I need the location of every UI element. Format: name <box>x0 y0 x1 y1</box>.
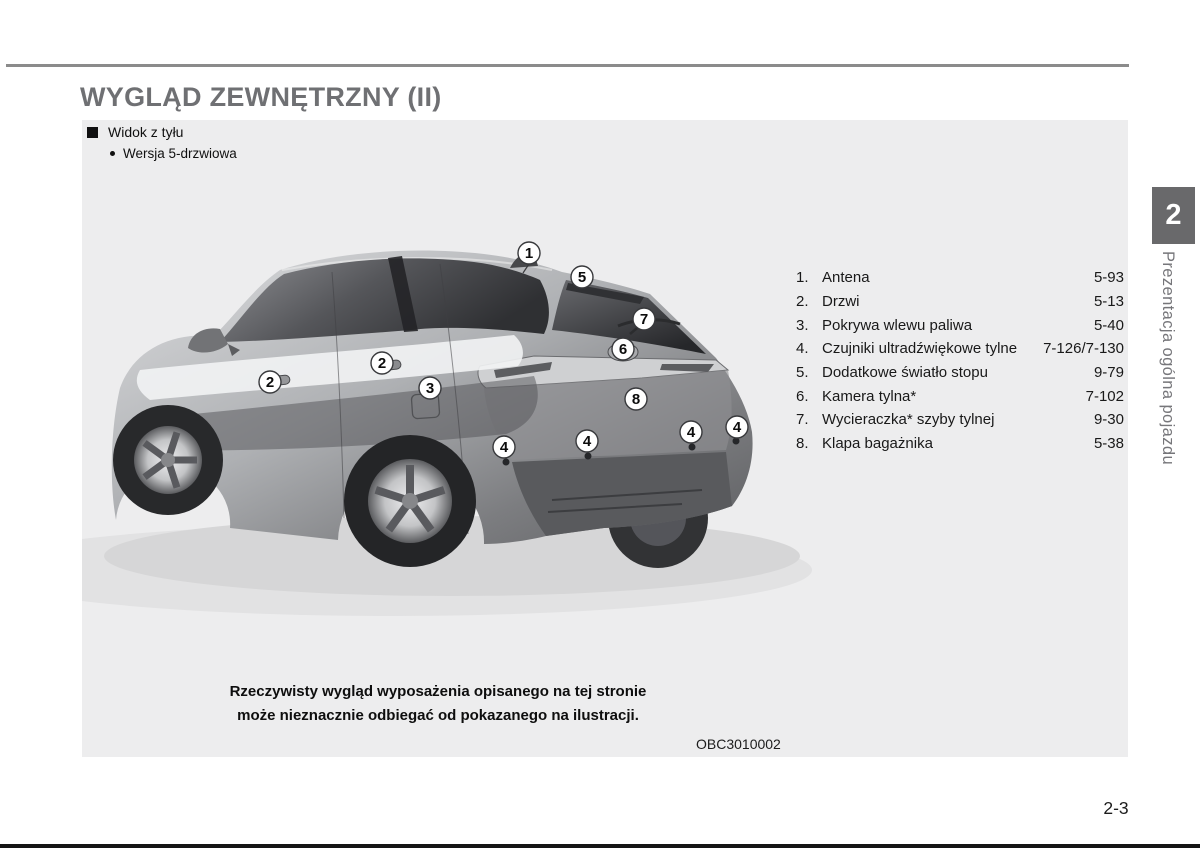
callout-6 <box>612 338 634 360</box>
figure-code: OBC3010002 <box>696 736 781 752</box>
part-row <box>796 313 1124 337</box>
svg-text:7: 7 <box>639 311 649 329</box>
part-number: 4. <box>796 340 809 358</box>
page-number: 2-3 <box>1103 798 1129 818</box>
part-number: 6. <box>796 387 809 405</box>
callout-8 <box>625 388 647 410</box>
svg-text:4: 4 <box>732 419 742 437</box>
svg-text:1: 1 <box>524 245 534 263</box>
disclaimer <box>178 680 698 727</box>
part-row <box>796 290 1124 314</box>
part-row <box>796 337 1124 361</box>
disclaimer-line-2: może nieznacznie odbiegać od pokazanego na ilustracji. <box>237 706 639 724</box>
page-title: WYGLĄD ZEWNĘTRZNY (II) <box>80 82 442 112</box>
illustration-panel <box>82 120 1128 757</box>
svg-text:6: 6 <box>618 341 628 359</box>
part-number: 1. <box>796 269 809 287</box>
part-label: Antena <box>822 269 870 287</box>
part-label: Pokrywa wlewu paliwa <box>822 316 973 334</box>
part-row <box>796 408 1124 432</box>
part-page-ref: 5-38 <box>1093 435 1124 453</box>
view-label: Widok z tyłu <box>108 124 184 140</box>
callout-7 <box>633 308 655 330</box>
callout-4 <box>680 421 702 443</box>
part-label: Klapa bagażnika <box>822 435 933 453</box>
callout-2 <box>259 371 281 393</box>
svg-text:4: 4 <box>686 424 696 442</box>
part-page-ref: 9-30 <box>1093 411 1124 429</box>
part-number: 2. <box>796 293 809 311</box>
callout-4 <box>726 416 748 438</box>
part-page-ref: 9-79 <box>1093 364 1124 382</box>
part-page-ref: 5-13 <box>1093 293 1124 311</box>
callout-2 <box>371 352 393 374</box>
callout-4 <box>493 436 515 458</box>
top-rule <box>6 64 1129 67</box>
variant-label: Wersja 5-drzwiowa <box>123 146 237 161</box>
part-row <box>796 361 1124 385</box>
svg-text:4: 4 <box>582 433 592 451</box>
part-row <box>796 384 1124 408</box>
bottom-bar <box>0 844 1200 848</box>
callout-3 <box>419 377 441 399</box>
svg-text:5: 5 <box>577 269 587 287</box>
part-page-ref: 5-40 <box>1093 316 1124 334</box>
svg-text:4: 4 <box>499 439 509 457</box>
svg-text:2: 2 <box>377 355 387 373</box>
part-number: 7. <box>796 411 809 429</box>
svg-text:8: 8 <box>631 391 641 409</box>
part-row <box>796 432 1124 456</box>
part-page-ref: 7-102 <box>1085 387 1124 405</box>
part-row <box>796 266 1124 290</box>
chapter-tab: 2 <box>1152 187 1195 244</box>
callout-5 <box>571 266 593 288</box>
part-number: 3. <box>796 316 809 334</box>
part-page-ref: 7-126/7-130 <box>1043 340 1124 358</box>
callout-4 <box>576 430 598 452</box>
svg-text:3: 3 <box>425 380 435 398</box>
chapter-title-vertical: Prezentacja ogólna pojazdu <box>1159 251 1177 466</box>
disclaimer-line-1: Rzeczywisty wygląd wyposażenia opisanego na tej stronie <box>229 683 647 700</box>
part-number: 8. <box>796 435 809 453</box>
part-label: Drzwi <box>822 293 860 311</box>
part-page-ref: 5-93 <box>1093 269 1124 287</box>
part-label: Wycieraczka* szyby tylnej <box>822 411 995 429</box>
part-label: Kamera tylna* <box>822 387 917 405</box>
part-label: Dodatkowe światło stopu <box>822 364 988 382</box>
part-number: 5. <box>796 364 809 382</box>
parts-list <box>796 266 1124 456</box>
callout-1 <box>518 242 540 264</box>
svg-text:2: 2 <box>265 374 275 392</box>
part-label: Czujniki ultradźwiękowe tylne <box>822 340 1018 358</box>
